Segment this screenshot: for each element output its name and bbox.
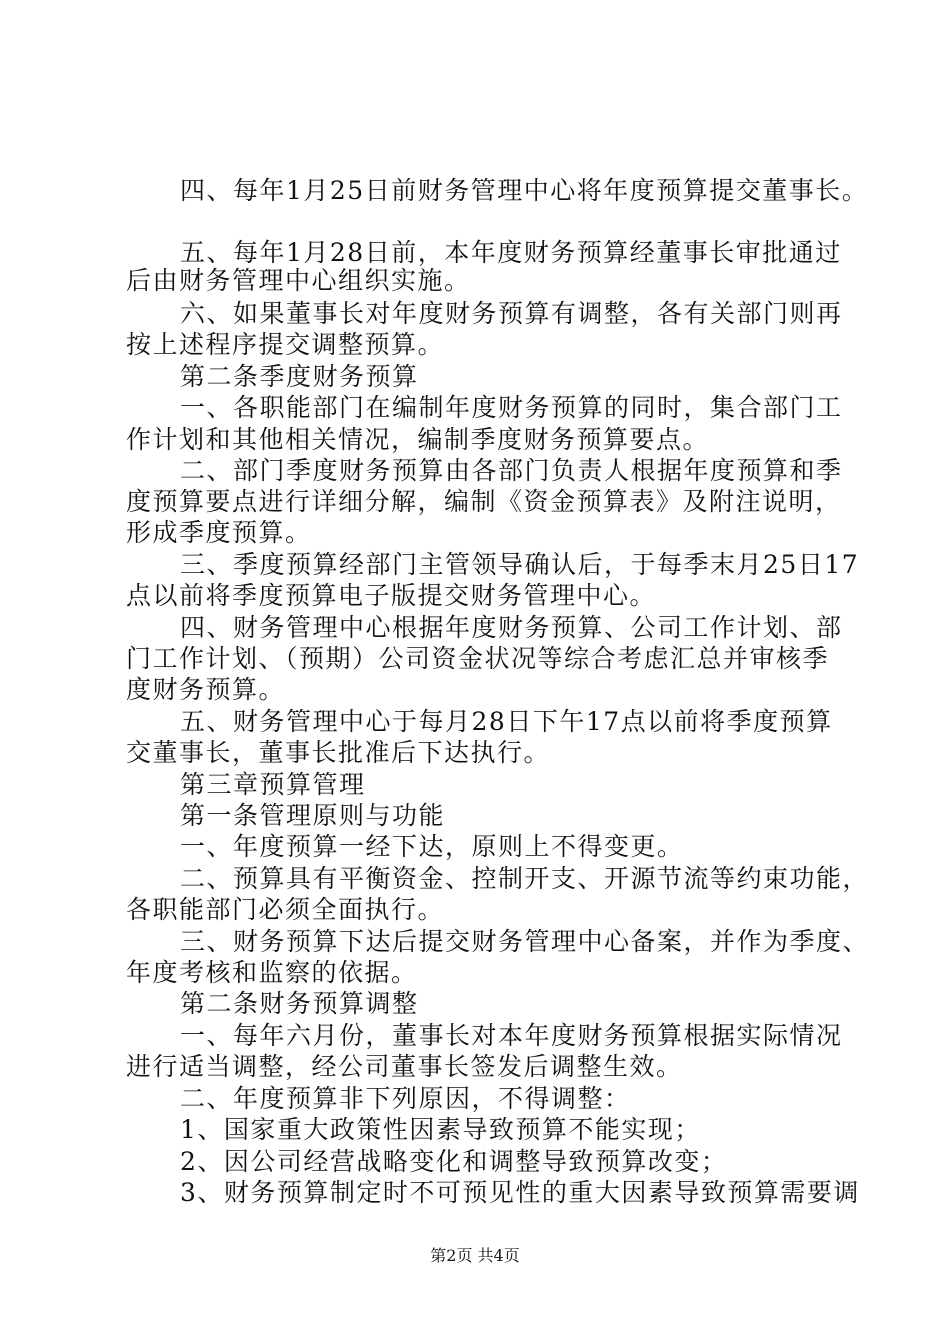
body-line: 二、年度预算非下列原因，不得调整： [180,1084,631,1113]
body-line: 五、财务管理中心于每月28日下午17点以前将季度预算 [180,707,833,736]
body-line: 度预算要点进行详细分解，编制《资金预算表》及附注说明， [126,487,842,516]
list-item: 2、因公司经营战略变化和调整导致预算改变； [180,1147,728,1176]
body-line: 按上述程序提交调整预算。 [126,330,445,359]
body-line: 二、预算具有平衡资金、控制开支、开源节流等约束功能， [180,864,870,893]
section-heading: 第二条财务预算调整 [180,989,419,1018]
body-line: 四、财务管理中心根据年度财务预算、公司工作计划、部 [180,613,843,642]
body-line: 一、各职能部门在编制年度财务预算的同时，集合部门工 [180,393,843,422]
body-line: 五、每年1月28日前，本年度财务预算经董事长审批通过 [180,238,842,267]
body-line: 四、每年1月25日前财务管理中心将年度预算提交董事长。 [180,176,869,205]
list-item: 3、财务预算制定时不可预见性的重大因素导致预算需要调 [180,1178,860,1207]
body-line: 形成季度预算。 [126,518,312,547]
body-line: 度财务预算。 [126,675,286,704]
section-heading: 第二条季度财务预算 [180,362,419,391]
body-line: 年度考核和监察的依据。 [126,958,418,987]
page-number-footer: 第2页 共4页 [430,1246,520,1265]
body-line: 进行适当调整，经公司董事长签发后调整生效。 [126,1052,683,1081]
body-line: 作计划和其他相关情况，编制季度财务预算要点。 [126,425,710,454]
chapter-heading: 第三章预算管理 [180,770,366,799]
body-line: 一、每年六月份，董事长对本年度财务预算根据实际情况 [180,1021,843,1050]
body-line: 三、财务预算下达后提交财务管理中心备案，并作为季度、 [180,927,870,956]
body-line: 三、季度预算经部门主管领导确认后，于每季末月25日17 [180,550,860,579]
body-line: 六、如果董事长对年度财务预算有调整，各有关部门则再 [180,299,843,328]
body-line: 交董事长，董事长批准后下达执行。 [126,738,551,767]
body-line: 二、部门季度财务预算由各部门负责人根据年度预算和季 [180,456,843,485]
body-line: 门工作计划、（预期）公司资金状况等综合考虑汇总并审核季 [126,644,830,673]
body-line: 点以前将季度预算电子版提交财务管理中心。 [126,581,657,610]
body-line: 一、年度预算一经下达，原则上不得变更。 [180,832,684,861]
list-item: 1、国家重大政策性因素导致预算不能实现； [180,1115,701,1144]
section-heading: 第一条管理原则与功能 [180,801,446,830]
body-line: 各职能部门必须全面执行。 [126,895,445,924]
body-line: 后由财务管理中心组织实施。 [126,266,471,295]
